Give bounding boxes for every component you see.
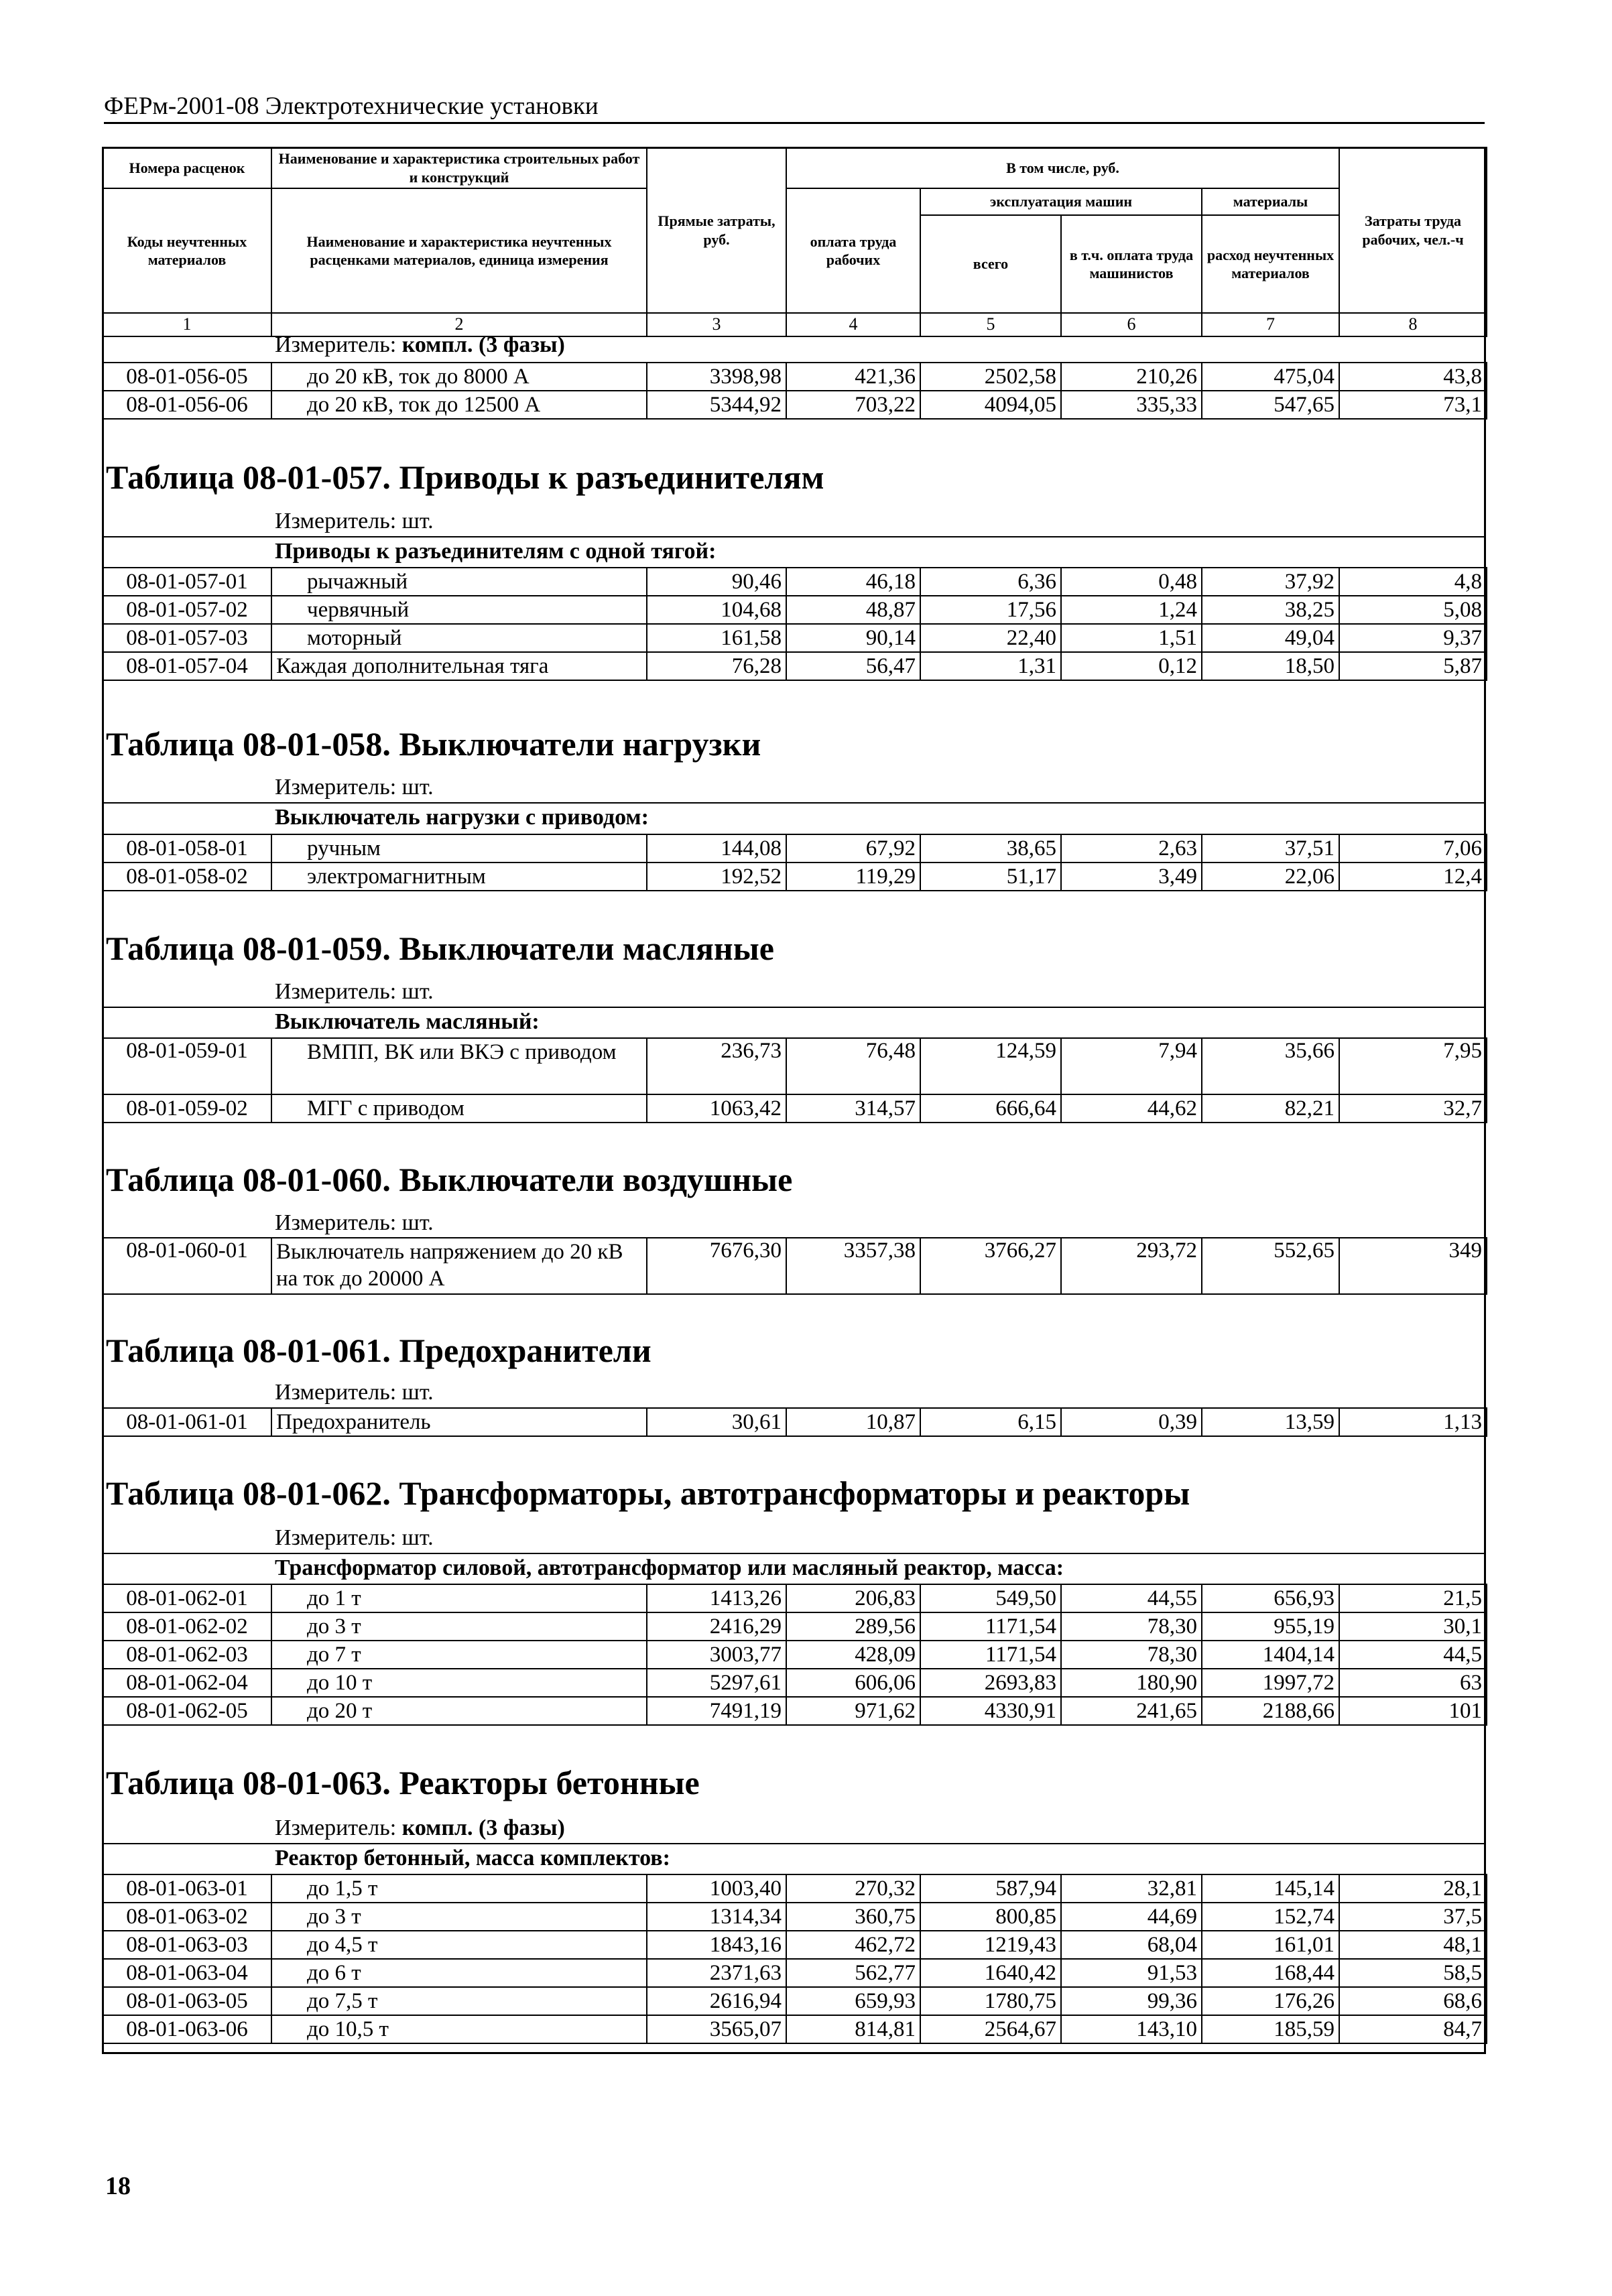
cell-machinist-wages: 3,49 bbox=[1061, 863, 1202, 891]
cell-materials-cost: 656,93 bbox=[1202, 1584, 1339, 1612]
cell-rate-code: 08-01-063-02 bbox=[103, 1903, 271, 1931]
table-row bbox=[103, 1697, 1487, 1725]
table-row bbox=[103, 2015, 1487, 2043]
cell-materials-cost: 145,14 bbox=[1202, 1874, 1339, 1903]
cell-materials-cost: 1404,14 bbox=[1202, 1641, 1339, 1669]
cell-labor-hours: 43,8 bbox=[1339, 363, 1487, 391]
cell-machines-total: 587,94 bbox=[920, 1874, 1061, 1903]
cell-worker-wages: 360,75 bbox=[786, 1903, 920, 1931]
col-codes-top: Номера расценок bbox=[103, 147, 271, 188]
table-row bbox=[103, 1641, 1487, 1669]
cell-worker-wages: 48,87 bbox=[786, 596, 920, 624]
table-title-059: Таблица 08-01-059. Выключатели масляные bbox=[106, 930, 774, 967]
divider bbox=[102, 1007, 1486, 1008]
measure-060: Измеритель: шт. bbox=[275, 1210, 434, 1235]
cell-rate-code: 08-01-063-04 bbox=[103, 1959, 271, 1987]
cell-labor-hours: 37,5 bbox=[1339, 1903, 1487, 1931]
subtitle-058: Выключатель нагрузки с приводом: bbox=[275, 805, 649, 830]
cell-rate-code: 08-01-061-01 bbox=[103, 1408, 271, 1436]
cell-materials-cost: 13,59 bbox=[1202, 1408, 1339, 1436]
col-unaccounted-materials: расход неучтенных материалов bbox=[1202, 215, 1339, 313]
cell-work-name: ручным bbox=[271, 834, 647, 863]
cell-direct-costs: 3565,07 bbox=[647, 2015, 786, 2043]
cell-materials-cost: 475,04 bbox=[1202, 363, 1339, 391]
cell-worker-wages: 3357,38 bbox=[786, 1238, 920, 1294]
cell-labor-hours: 101 bbox=[1339, 1697, 1487, 1725]
cell-machinist-wages: 7,94 bbox=[1061, 1038, 1202, 1094]
cell-work-name: до 10,5 т bbox=[271, 2015, 647, 2043]
cell-direct-costs: 2371,63 bbox=[647, 1959, 786, 1987]
cell-machines-total: 6,36 bbox=[920, 568, 1061, 596]
cell-worker-wages: 703,22 bbox=[786, 391, 920, 419]
cell-labor-hours: 21,5 bbox=[1339, 1584, 1487, 1612]
cell-worker-wages: 562,77 bbox=[786, 1959, 920, 1987]
cell-worker-wages: 10,87 bbox=[786, 1408, 920, 1436]
cell-rate-code: 08-01-057-03 bbox=[103, 624, 271, 652]
cell-machinist-wages: 78,30 bbox=[1061, 1641, 1202, 1669]
cell-labor-hours: 68,6 bbox=[1339, 1987, 1487, 2015]
cell-direct-costs: 2616,94 bbox=[647, 1987, 786, 2015]
cell-machinist-wages: 335,33 bbox=[1061, 391, 1202, 419]
cell-materials-cost: 49,04 bbox=[1202, 624, 1339, 652]
cell-materials-cost: 547,65 bbox=[1202, 391, 1339, 419]
divider bbox=[102, 536, 1486, 537]
divider bbox=[102, 802, 1486, 804]
page-header: ФЕРм-2001-08 Электротехнические установки bbox=[104, 91, 1485, 124]
cell-rate-code: 08-01-063-05 bbox=[103, 1987, 271, 2015]
cell-work-name: МГГ с приводом bbox=[271, 1094, 647, 1123]
cell-work-name: до 6 т bbox=[271, 1959, 647, 1987]
cell-machinist-wages: 293,72 bbox=[1061, 1238, 1202, 1294]
cell-machinist-wages: 1,51 bbox=[1061, 624, 1202, 652]
table-row bbox=[103, 391, 1487, 419]
cell-machines-total: 17,56 bbox=[920, 596, 1061, 624]
col-materials: материалы bbox=[1202, 188, 1339, 215]
cell-work-name: рычажный bbox=[271, 568, 647, 596]
measure-057: Измеритель: шт. bbox=[275, 509, 434, 533]
cell-work-name: Каждая дополнительная тяга bbox=[271, 652, 647, 680]
cell-machines-total: 38,65 bbox=[920, 834, 1061, 863]
cell-materials-cost: 22,06 bbox=[1202, 863, 1339, 891]
col-num: 1 bbox=[103, 313, 271, 336]
table-062 bbox=[102, 1584, 1486, 1726]
table-row bbox=[103, 568, 1487, 596]
cell-worker-wages: 659,93 bbox=[786, 1987, 920, 2015]
cell-materials-cost: 1997,72 bbox=[1202, 1669, 1339, 1697]
cell-worker-wages: 428,09 bbox=[786, 1641, 920, 1669]
cell-labor-hours: 63 bbox=[1339, 1669, 1487, 1697]
table-row bbox=[103, 1987, 1487, 2015]
cell-rate-code: 08-01-059-01 bbox=[103, 1038, 271, 1094]
cell-materials-cost: 168,44 bbox=[1202, 1959, 1339, 1987]
cell-machines-total: 2693,83 bbox=[920, 1669, 1061, 1697]
cell-work-name: Предохранитель bbox=[271, 1408, 647, 1436]
cell-work-name: до 7 т bbox=[271, 1641, 647, 1669]
cell-labor-hours: 7,95 bbox=[1339, 1038, 1487, 1094]
cell-worker-wages: 67,92 bbox=[786, 834, 920, 863]
cell-materials-cost: 955,19 bbox=[1202, 1612, 1339, 1641]
measure-061: Измеритель: шт. bbox=[275, 1380, 434, 1405]
cell-machines-total: 1219,43 bbox=[920, 1931, 1061, 1959]
cell-rate-code: 08-01-057-02 bbox=[103, 596, 271, 624]
table-063 bbox=[102, 1874, 1486, 2044]
cell-rate-code: 08-01-062-02 bbox=[103, 1612, 271, 1641]
cell-work-name: до 3 т bbox=[271, 1612, 647, 1641]
table-row bbox=[103, 1584, 1487, 1612]
cell-machinist-wages: 99,36 bbox=[1061, 1987, 1202, 2015]
table-057 bbox=[102, 567, 1486, 681]
cell-labor-hours: 12,4 bbox=[1339, 863, 1487, 891]
cell-materials-cost: 552,65 bbox=[1202, 1238, 1339, 1294]
cell-labor-hours: 1,13 bbox=[1339, 1408, 1487, 1436]
measure-056: Измеритель: компл. (3 фазы) bbox=[275, 332, 565, 357]
cell-rate-code: 08-01-058-01 bbox=[103, 834, 271, 863]
table-060 bbox=[102, 1237, 1486, 1295]
cell-work-name: до 1 т bbox=[271, 1584, 647, 1612]
cell-rate-code: 08-01-063-01 bbox=[103, 1874, 271, 1903]
cell-labor-hours: 58,5 bbox=[1339, 1959, 1487, 1987]
cell-materials-cost: 37,92 bbox=[1202, 568, 1339, 596]
cell-worker-wages: 971,62 bbox=[786, 1697, 920, 1725]
cell-machinist-wages: 68,04 bbox=[1061, 1931, 1202, 1959]
column-header bbox=[102, 147, 1487, 337]
table-row bbox=[103, 363, 1487, 391]
cell-worker-wages: 119,29 bbox=[786, 863, 920, 891]
cell-direct-costs: 161,58 bbox=[647, 624, 786, 652]
cell-labor-hours: 32,7 bbox=[1339, 1094, 1487, 1123]
measure-059: Измеритель: шт. bbox=[275, 979, 434, 1004]
table-row bbox=[103, 1612, 1487, 1641]
subtitle-062: Трансформатор силовой, автотрансформатор или масляный реактор, масса: bbox=[275, 1555, 1064, 1580]
cell-rate-code: 08-01-062-01 bbox=[103, 1584, 271, 1612]
cell-rate-code: 08-01-062-03 bbox=[103, 1641, 271, 1669]
table-row bbox=[103, 1874, 1487, 1903]
cell-machines-total: 6,15 bbox=[920, 1408, 1061, 1436]
cell-materials-cost: 18,50 bbox=[1202, 652, 1339, 680]
cell-direct-costs: 76,28 bbox=[647, 652, 786, 680]
cell-work-name: ВМПП, ВК или ВКЭ с приводом bbox=[271, 1038, 647, 1094]
cell-materials-cost: 35,66 bbox=[1202, 1038, 1339, 1094]
cell-machinist-wages: 180,90 bbox=[1061, 1669, 1202, 1697]
cell-work-name: моторный bbox=[271, 624, 647, 652]
col-wages: оплата труда рабочих bbox=[786, 188, 920, 313]
cell-direct-costs: 3398,98 bbox=[647, 363, 786, 391]
cell-labor-hours: 73,1 bbox=[1339, 391, 1487, 419]
col-num: 6 bbox=[1061, 313, 1202, 336]
cell-machines-total: 2502,58 bbox=[920, 363, 1061, 391]
col-direct-costs: Прямые затраты, руб. bbox=[647, 147, 786, 313]
cell-materials-cost: 152,74 bbox=[1202, 1903, 1339, 1931]
cell-work-name: до 4,5 т bbox=[271, 1931, 647, 1959]
cell-work-name: до 10 т bbox=[271, 1669, 647, 1697]
cell-machines-total: 51,17 bbox=[920, 863, 1061, 891]
cell-machines-total: 1640,42 bbox=[920, 1959, 1061, 1987]
cell-machinist-wages: 143,10 bbox=[1061, 2015, 1202, 2043]
table-row bbox=[103, 1959, 1487, 1987]
col-num: 4 bbox=[786, 313, 920, 336]
table-title-063: Таблица 08-01-063. Реакторы бетонные bbox=[106, 1764, 700, 1801]
cell-work-name: до 20 кВ, ток до 8000 А bbox=[271, 363, 647, 391]
cell-direct-costs: 5297,61 bbox=[647, 1669, 786, 1697]
table-row bbox=[103, 863, 1487, 891]
cell-work-name: электромагнитным bbox=[271, 863, 647, 891]
col-num: 8 bbox=[1339, 313, 1487, 336]
cell-labor-hours: 5,08 bbox=[1339, 596, 1487, 624]
cell-worker-wages: 90,14 bbox=[786, 624, 920, 652]
cell-direct-costs: 7491,19 bbox=[647, 1697, 786, 1725]
cell-direct-costs: 1843,16 bbox=[647, 1931, 786, 1959]
table-059 bbox=[102, 1037, 1486, 1123]
table-row bbox=[103, 1094, 1487, 1123]
cell-machines-total: 1171,54 bbox=[920, 1612, 1061, 1641]
cell-machines-total: 2564,67 bbox=[920, 2015, 1061, 2043]
col-including: В том числе, руб. bbox=[786, 147, 1339, 188]
cell-machinist-wages: 2,63 bbox=[1061, 834, 1202, 863]
cell-worker-wages: 270,32 bbox=[786, 1874, 920, 1903]
table-title-060: Таблица 08-01-060. Выключатели воздушные bbox=[106, 1161, 793, 1198]
cell-direct-costs: 1413,26 bbox=[647, 1584, 786, 1612]
col-num: 7 bbox=[1202, 313, 1339, 336]
cell-direct-costs: 3003,77 bbox=[647, 1641, 786, 1669]
table-title-062: Таблица 08-01-062. Трансформаторы, автотрансформаторы и реакторы bbox=[106, 1474, 1190, 1512]
table-row bbox=[103, 1903, 1487, 1931]
cell-direct-costs: 1314,34 bbox=[647, 1903, 786, 1931]
cell-rate-code: 08-01-060-01 bbox=[103, 1238, 271, 1294]
cell-direct-costs: 30,61 bbox=[647, 1408, 786, 1436]
cell-work-name: до 20 т bbox=[271, 1697, 647, 1725]
col-machines: эксплуатация машин bbox=[920, 188, 1202, 215]
cell-labor-hours: 4,8 bbox=[1339, 568, 1487, 596]
table-title-058: Таблица 08-01-058. Выключатели нагрузки bbox=[106, 725, 761, 763]
cell-rate-code: 08-01-063-03 bbox=[103, 1931, 271, 1959]
cell-machinist-wages: 44,69 bbox=[1061, 1903, 1202, 1931]
cell-machinist-wages: 44,62 bbox=[1061, 1094, 1202, 1123]
cell-machines-total: 124,59 bbox=[920, 1038, 1061, 1094]
cell-work-name: до 20 кВ, ток до 12500 А bbox=[271, 391, 647, 419]
cell-labor-hours: 44,5 bbox=[1339, 1641, 1487, 1669]
cell-worker-wages: 814,81 bbox=[786, 2015, 920, 2043]
cell-worker-wages: 289,56 bbox=[786, 1612, 920, 1641]
divider bbox=[102, 1843, 1486, 1844]
col-machines-total: всего bbox=[920, 215, 1061, 313]
cell-machinist-wages: 210,26 bbox=[1061, 363, 1202, 391]
cell-direct-costs: 5344,92 bbox=[647, 391, 786, 419]
cell-machines-total: 549,50 bbox=[920, 1584, 1061, 1612]
cell-work-name: до 1,5 т bbox=[271, 1874, 647, 1903]
cell-direct-costs: 236,73 bbox=[647, 1038, 786, 1094]
table-row bbox=[103, 596, 1487, 624]
cell-work-name: до 7,5 т bbox=[271, 1987, 647, 2015]
cell-rate-code: 08-01-058-02 bbox=[103, 863, 271, 891]
cell-labor-hours: 48,1 bbox=[1339, 1931, 1487, 1959]
cell-direct-costs: 144,08 bbox=[647, 834, 786, 863]
cell-materials-cost: 176,26 bbox=[1202, 1987, 1339, 2015]
cell-worker-wages: 421,36 bbox=[786, 363, 920, 391]
cell-direct-costs: 7676,30 bbox=[647, 1238, 786, 1294]
cell-materials-cost: 82,21 bbox=[1202, 1094, 1339, 1123]
cell-labor-hours: 84,7 bbox=[1339, 2015, 1487, 2043]
col-codes-bottom: Коды неучтенных материалов bbox=[103, 188, 271, 313]
cell-machines-total: 4330,91 bbox=[920, 1697, 1061, 1725]
page-number: 18 bbox=[105, 2172, 131, 2200]
cell-rate-code: 08-01-062-05 bbox=[103, 1697, 271, 1725]
cell-machines-total: 22,40 bbox=[920, 624, 1061, 652]
cell-machines-total: 1171,54 bbox=[920, 1641, 1061, 1669]
table-row bbox=[103, 1038, 1487, 1094]
table-row bbox=[103, 1408, 1487, 1436]
col-name-top: Наименование и характеристика строительных работ и конструкций bbox=[271, 147, 647, 188]
measure-063: Измеритель: компл. (3 фазы) bbox=[275, 1815, 565, 1840]
cell-materials-cost: 2188,66 bbox=[1202, 1697, 1339, 1725]
table-061 bbox=[102, 1407, 1486, 1437]
cell-direct-costs: 192,52 bbox=[647, 863, 786, 891]
cell-worker-wages: 606,06 bbox=[786, 1669, 920, 1697]
cell-worker-wages: 206,83 bbox=[786, 1584, 920, 1612]
divider bbox=[102, 1553, 1486, 1554]
table-row bbox=[103, 1931, 1487, 1959]
cell-machinist-wages: 0,12 bbox=[1061, 652, 1202, 680]
cell-rate-code: 08-01-057-01 bbox=[103, 568, 271, 596]
cell-rate-code: 08-01-063-06 bbox=[103, 2015, 271, 2043]
cell-work-name: Выключатель напряжением до 20 кВ на ток до 20000 А bbox=[271, 1238, 647, 1294]
cell-worker-wages: 314,57 bbox=[786, 1094, 920, 1123]
cell-materials-cost: 185,59 bbox=[1202, 2015, 1339, 2043]
cell-materials-cost: 161,01 bbox=[1202, 1931, 1339, 1959]
cell-rate-code: 08-01-059-02 bbox=[103, 1094, 271, 1123]
cell-machines-total: 800,85 bbox=[920, 1903, 1061, 1931]
cell-machines-total: 1,31 bbox=[920, 652, 1061, 680]
table-058 bbox=[102, 834, 1486, 891]
cell-labor-hours: 7,06 bbox=[1339, 834, 1487, 863]
table-row bbox=[103, 624, 1487, 652]
cell-machinist-wages: 91,53 bbox=[1061, 1959, 1202, 1987]
cell-work-name: до 3 т bbox=[271, 1903, 647, 1931]
cell-worker-wages: 46,18 bbox=[786, 568, 920, 596]
table-row bbox=[103, 834, 1487, 863]
table-title-057: Таблица 08-01-057. Приводы к разъединителям bbox=[106, 458, 824, 496]
col-machinist-wages: в т.ч. оплата труда машинистов bbox=[1061, 215, 1202, 313]
cell-labor-hours: 30,1 bbox=[1339, 1612, 1487, 1641]
table-title-061: Таблица 08-01-061. Предохранители bbox=[106, 1332, 652, 1369]
cell-labor-hours: 5,87 bbox=[1339, 652, 1487, 680]
subtitle-057: Приводы к разъединителям с одной тягой: bbox=[275, 539, 717, 564]
cell-machinist-wages: 0,48 bbox=[1061, 568, 1202, 596]
cell-worker-wages: 56,47 bbox=[786, 652, 920, 680]
cell-direct-costs: 90,46 bbox=[647, 568, 786, 596]
cell-machines-total: 3766,27 bbox=[920, 1238, 1061, 1294]
col-num: 5 bbox=[920, 313, 1061, 336]
subtitle-059: Выключатель масляный: bbox=[275, 1009, 540, 1034]
cell-rate-code: 08-01-062-04 bbox=[103, 1669, 271, 1697]
cell-work-name: червячный bbox=[271, 596, 647, 624]
cell-direct-costs: 1003,40 bbox=[647, 1874, 786, 1903]
cell-rate-code: 08-01-056-06 bbox=[103, 391, 271, 419]
cell-machinist-wages: 241,65 bbox=[1061, 1697, 1202, 1725]
col-num: 2 bbox=[271, 313, 647, 336]
cell-machines-total: 4094,05 bbox=[920, 391, 1061, 419]
cell-worker-wages: 76,48 bbox=[786, 1038, 920, 1094]
cell-machinist-wages: 32,81 bbox=[1061, 1874, 1202, 1903]
col-name-bottom: Наименование и характеристика неучтенных расценками материалов, единица измерения bbox=[271, 188, 647, 313]
cell-labor-hours: 9,37 bbox=[1339, 624, 1487, 652]
subtitle-063: Реактор бетонный, масса комплектов: bbox=[275, 1846, 670, 1870]
cell-labor-hours: 28,1 bbox=[1339, 1874, 1487, 1903]
table-row bbox=[103, 652, 1487, 680]
cell-rate-code: 08-01-057-04 bbox=[103, 652, 271, 680]
measure-058: Измеритель: шт. bbox=[275, 775, 434, 800]
cell-direct-costs: 104,68 bbox=[647, 596, 786, 624]
measure-062: Измеритель: шт. bbox=[275, 1525, 434, 1550]
cell-materials-cost: 38,25 bbox=[1202, 596, 1339, 624]
cell-direct-costs: 2416,29 bbox=[647, 1612, 786, 1641]
col-num: 3 bbox=[647, 313, 786, 336]
cell-machines-total: 666,64 bbox=[920, 1094, 1061, 1123]
col-labor-hours: Затраты труда рабочих, чел.-ч bbox=[1339, 147, 1487, 313]
table-row bbox=[103, 1669, 1487, 1697]
cell-labor-hours: 349 bbox=[1339, 1238, 1487, 1294]
cell-machines-total: 1780,75 bbox=[920, 1987, 1061, 2015]
cell-materials-cost: 37,51 bbox=[1202, 834, 1339, 863]
table-056 bbox=[102, 362, 1486, 420]
table-row bbox=[103, 1238, 1487, 1294]
cell-machinist-wages: 0,39 bbox=[1061, 1408, 1202, 1436]
cell-machinist-wages: 78,30 bbox=[1061, 1612, 1202, 1641]
cell-worker-wages: 462,72 bbox=[786, 1931, 920, 1959]
cell-rate-code: 08-01-056-05 bbox=[103, 363, 271, 391]
cell-machinist-wages: 44,55 bbox=[1061, 1584, 1202, 1612]
cell-direct-costs: 1063,42 bbox=[647, 1094, 786, 1123]
cell-machinist-wages: 1,24 bbox=[1061, 596, 1202, 624]
